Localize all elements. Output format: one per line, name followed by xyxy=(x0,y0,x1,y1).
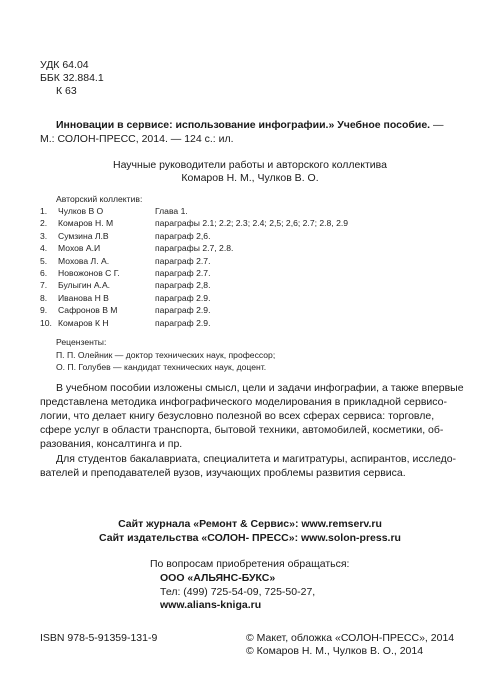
author-number: 10. xyxy=(40,317,52,328)
reviewer-item: О. П. Голубев — кандидат технических наук, доцент. xyxy=(56,362,267,372)
author-row xyxy=(40,230,440,242)
biblio-dash: — xyxy=(430,119,444,131)
abstract-line: представлена методика инфографического моделирования в прикладной сервисо- xyxy=(40,396,447,408)
journal-website: Сайт журнала «Ремонт & Сервис»: www.remserv.ru xyxy=(118,518,382,530)
author-role: параграф 2.9. xyxy=(155,292,211,303)
author-number: 5. xyxy=(40,255,48,266)
author-number: 8. xyxy=(40,292,48,303)
author-name: Комаров К Н xyxy=(58,317,109,328)
author-number: 1. xyxy=(40,206,48,216)
abstract-line: логии, что делает книгу безусловно полезной во всех сферах сервиса: торговле, xyxy=(40,410,435,422)
author-role: параграфы 2.7, 2.8. xyxy=(155,243,234,254)
abstract-line: разования, консалтинга и пр. xyxy=(40,438,183,450)
author-row xyxy=(40,255,440,267)
author-name: Мохова Л. А. xyxy=(58,255,110,266)
author-mark: К 63 xyxy=(56,85,77,97)
copyright-authors: © Комаров Н. М., Чулков В. О., 2014 xyxy=(246,645,424,657)
author-name: Комаров Н. М xyxy=(58,218,114,229)
author-number: 9. xyxy=(40,305,48,316)
abstract-line: В учебном пособии изложены смысл, цели и задачи инфографии, а также впервые xyxy=(56,382,464,394)
reviewer-item: П. П. Олейник — доктор технических наук, профессор; xyxy=(56,349,276,360)
audience-paragraph xyxy=(40,452,460,480)
supervisors-names: Комаров Н. М., Чулков В. О. xyxy=(181,172,319,184)
audience-line: Для студентов бакалавриата, специалитета и магитратуры, аспирантов, исследо- xyxy=(56,453,457,465)
author-name: Мохов А.И xyxy=(58,243,101,254)
author-number: 6. xyxy=(40,268,48,278)
author-name: Булыгин А.А. xyxy=(58,280,111,291)
author-role: Глава 1. xyxy=(155,206,188,216)
author-row xyxy=(40,242,440,254)
author-row xyxy=(40,279,440,291)
publisher-website: Сайт издательства «СОЛОН- ПРЕСС»: www.solon-press.ru xyxy=(99,532,401,544)
abstract-paragraph xyxy=(40,381,464,451)
purchase-heading: По вопросам приобретения обращаться: xyxy=(150,558,350,570)
author-role: параграф 2.7. xyxy=(155,268,211,278)
author-name: Сафронов В М xyxy=(58,305,118,316)
biblio-line-1 xyxy=(56,118,444,132)
reviewers-heading: Рецензенты: xyxy=(56,337,107,347)
copyright-layout: © Макет, обложка «СОЛОН-ПРЕСС», 2014 xyxy=(246,632,455,644)
author-row xyxy=(40,217,440,229)
supervisors-heading: Научные руководители работы и авторского коллектива xyxy=(113,159,387,171)
author-role: параграф 2.9. xyxy=(155,317,211,328)
author-name: Новожонов С Г. xyxy=(58,268,120,278)
purchase-web: www.alians-kniga.ru xyxy=(160,599,262,611)
bbk-code: ББК 32.884.1 xyxy=(40,72,104,84)
authors-heading: Авторский коллектив: xyxy=(56,194,143,204)
author-number: 3. xyxy=(40,230,48,241)
author-number: 4. xyxy=(40,243,48,254)
author-row xyxy=(40,292,440,304)
purchase-phone: Тел: (499) 725-54-09, 725-50-27, xyxy=(160,586,316,598)
book-title: Инновации в сервисе: использование инфографии.» Учебное пособие. xyxy=(56,119,431,131)
udk-code: УДК 64.04 xyxy=(40,59,89,71)
author-role: параграф 2.9. xyxy=(155,305,211,316)
abstract-line: сфере услуг в области транспорта, бытовой техники, автомобилей, косметики, об- xyxy=(40,424,444,436)
purchase-company: ООО «АЛЬЯНС-БУКС» xyxy=(160,572,276,584)
author-role: параграф 2,8. xyxy=(155,280,211,291)
author-row xyxy=(40,317,440,329)
author-name: Иванова Н В xyxy=(58,292,109,303)
isbn: ISBN 978-5-91359-131-9 xyxy=(40,632,158,644)
biblio-line-2: М.: СОЛОН-ПРЕСС, 2014. — 124 с.: ил. xyxy=(40,133,234,145)
audience-line: вателей и преподавателей вузов, изучающих проблемы развития сервиса. xyxy=(40,467,406,479)
author-role: параграф 2.7. xyxy=(155,255,211,266)
author-number: 7. xyxy=(40,280,48,291)
author-name: Чулков В О xyxy=(58,206,104,216)
author-name: Сумзина Л.В xyxy=(58,230,109,241)
author-row xyxy=(40,304,440,316)
author-role: параграф 2,6. xyxy=(155,230,211,241)
author-row xyxy=(40,267,440,279)
author-number: 2. xyxy=(40,218,48,229)
author-role: параграфы 2.1; 2.2; 2.3; 2.4; 2,5; 2,6; 2.7; 2.8, 2.9 xyxy=(155,218,349,229)
author-row xyxy=(40,205,440,217)
